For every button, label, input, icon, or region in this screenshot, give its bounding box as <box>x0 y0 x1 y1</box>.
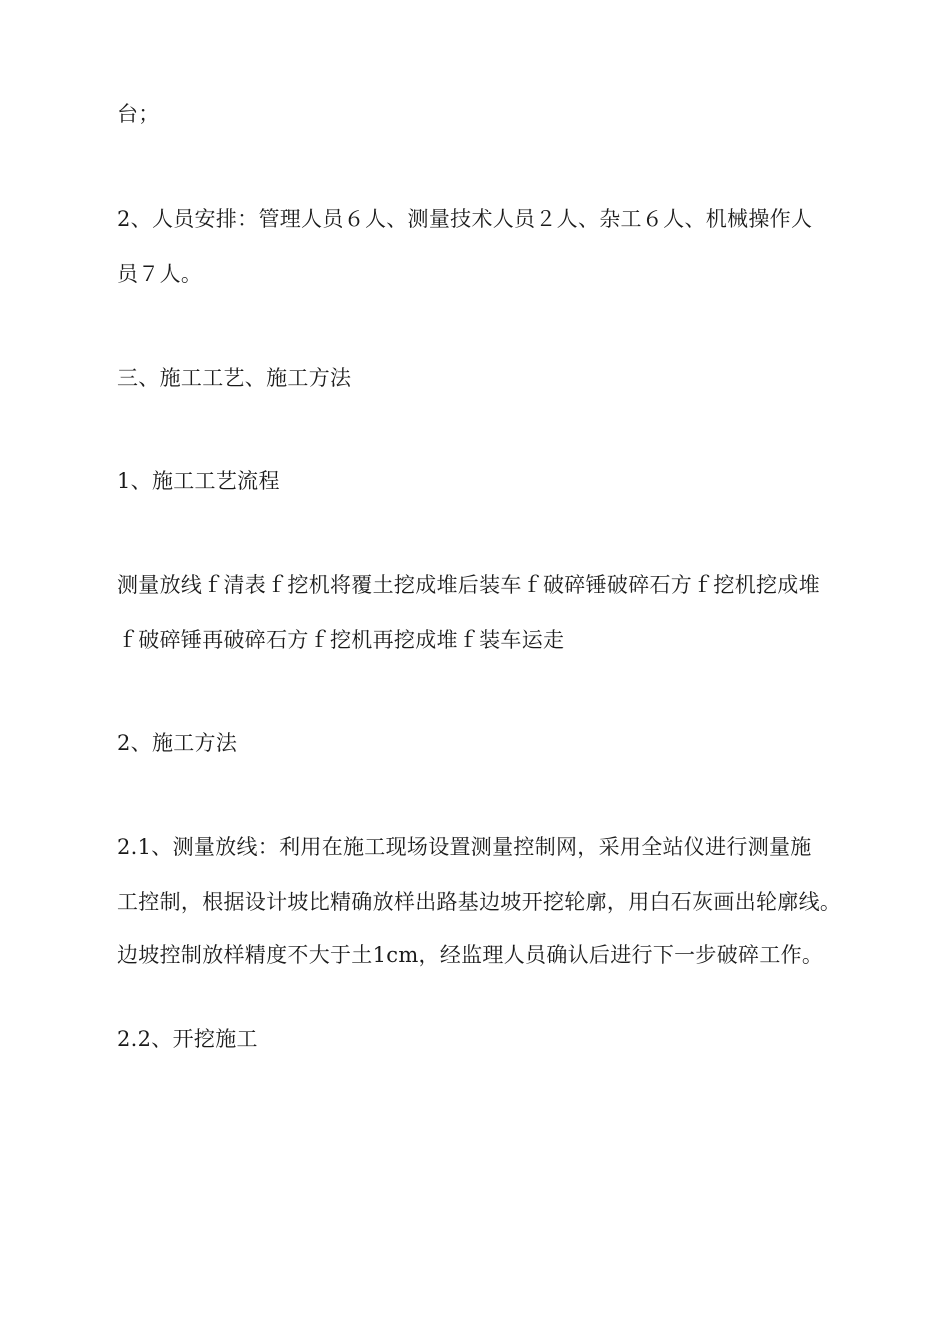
subsection-heading-1: 1、施工工艺流程 <box>117 469 280 493</box>
subsection-heading-2-2: 2.2、开挖施工 <box>117 1027 258 1051</box>
text-line-survey-2: 工控制，根据设计坡比精确放样出路基边坡开挖轮廓，用白石灰画出轮廓线。 <box>117 890 842 914</box>
text-line-survey-3: 边坡控制放样精度不大于土1cm，经监理人员确认后进行下一步破碎工作。 <box>117 943 824 967</box>
subsection-heading-2: 2、施工方法 <box>117 731 238 755</box>
text-line-survey-1: 2.1、测量放线：利用在施工现场设置测量控制网，采用全站仪进行测量施 <box>117 835 812 859</box>
text-line-staffing: 2、人员安排：管理人员６人、测量技术人员２人、杂工６人、机械操作人 <box>117 207 813 231</box>
text-line-process-flow-cont: ｆ破碎锤再破碎石方ｆ挖机再挖成堆ｆ装车运走 <box>117 628 565 652</box>
text-line-staffing-cont: 员７人。 <box>117 262 203 286</box>
section-heading-3: 三、施工工艺、施工方法 <box>117 366 352 390</box>
text-line-platform-end: 台； <box>117 102 160 126</box>
text-line-process-flow: 测量放线ｆ清表ｆ挖机将覆土挖成堆后装车ｆ破碎锤破碎石方ｆ挖机挖成堆 <box>117 573 820 597</box>
